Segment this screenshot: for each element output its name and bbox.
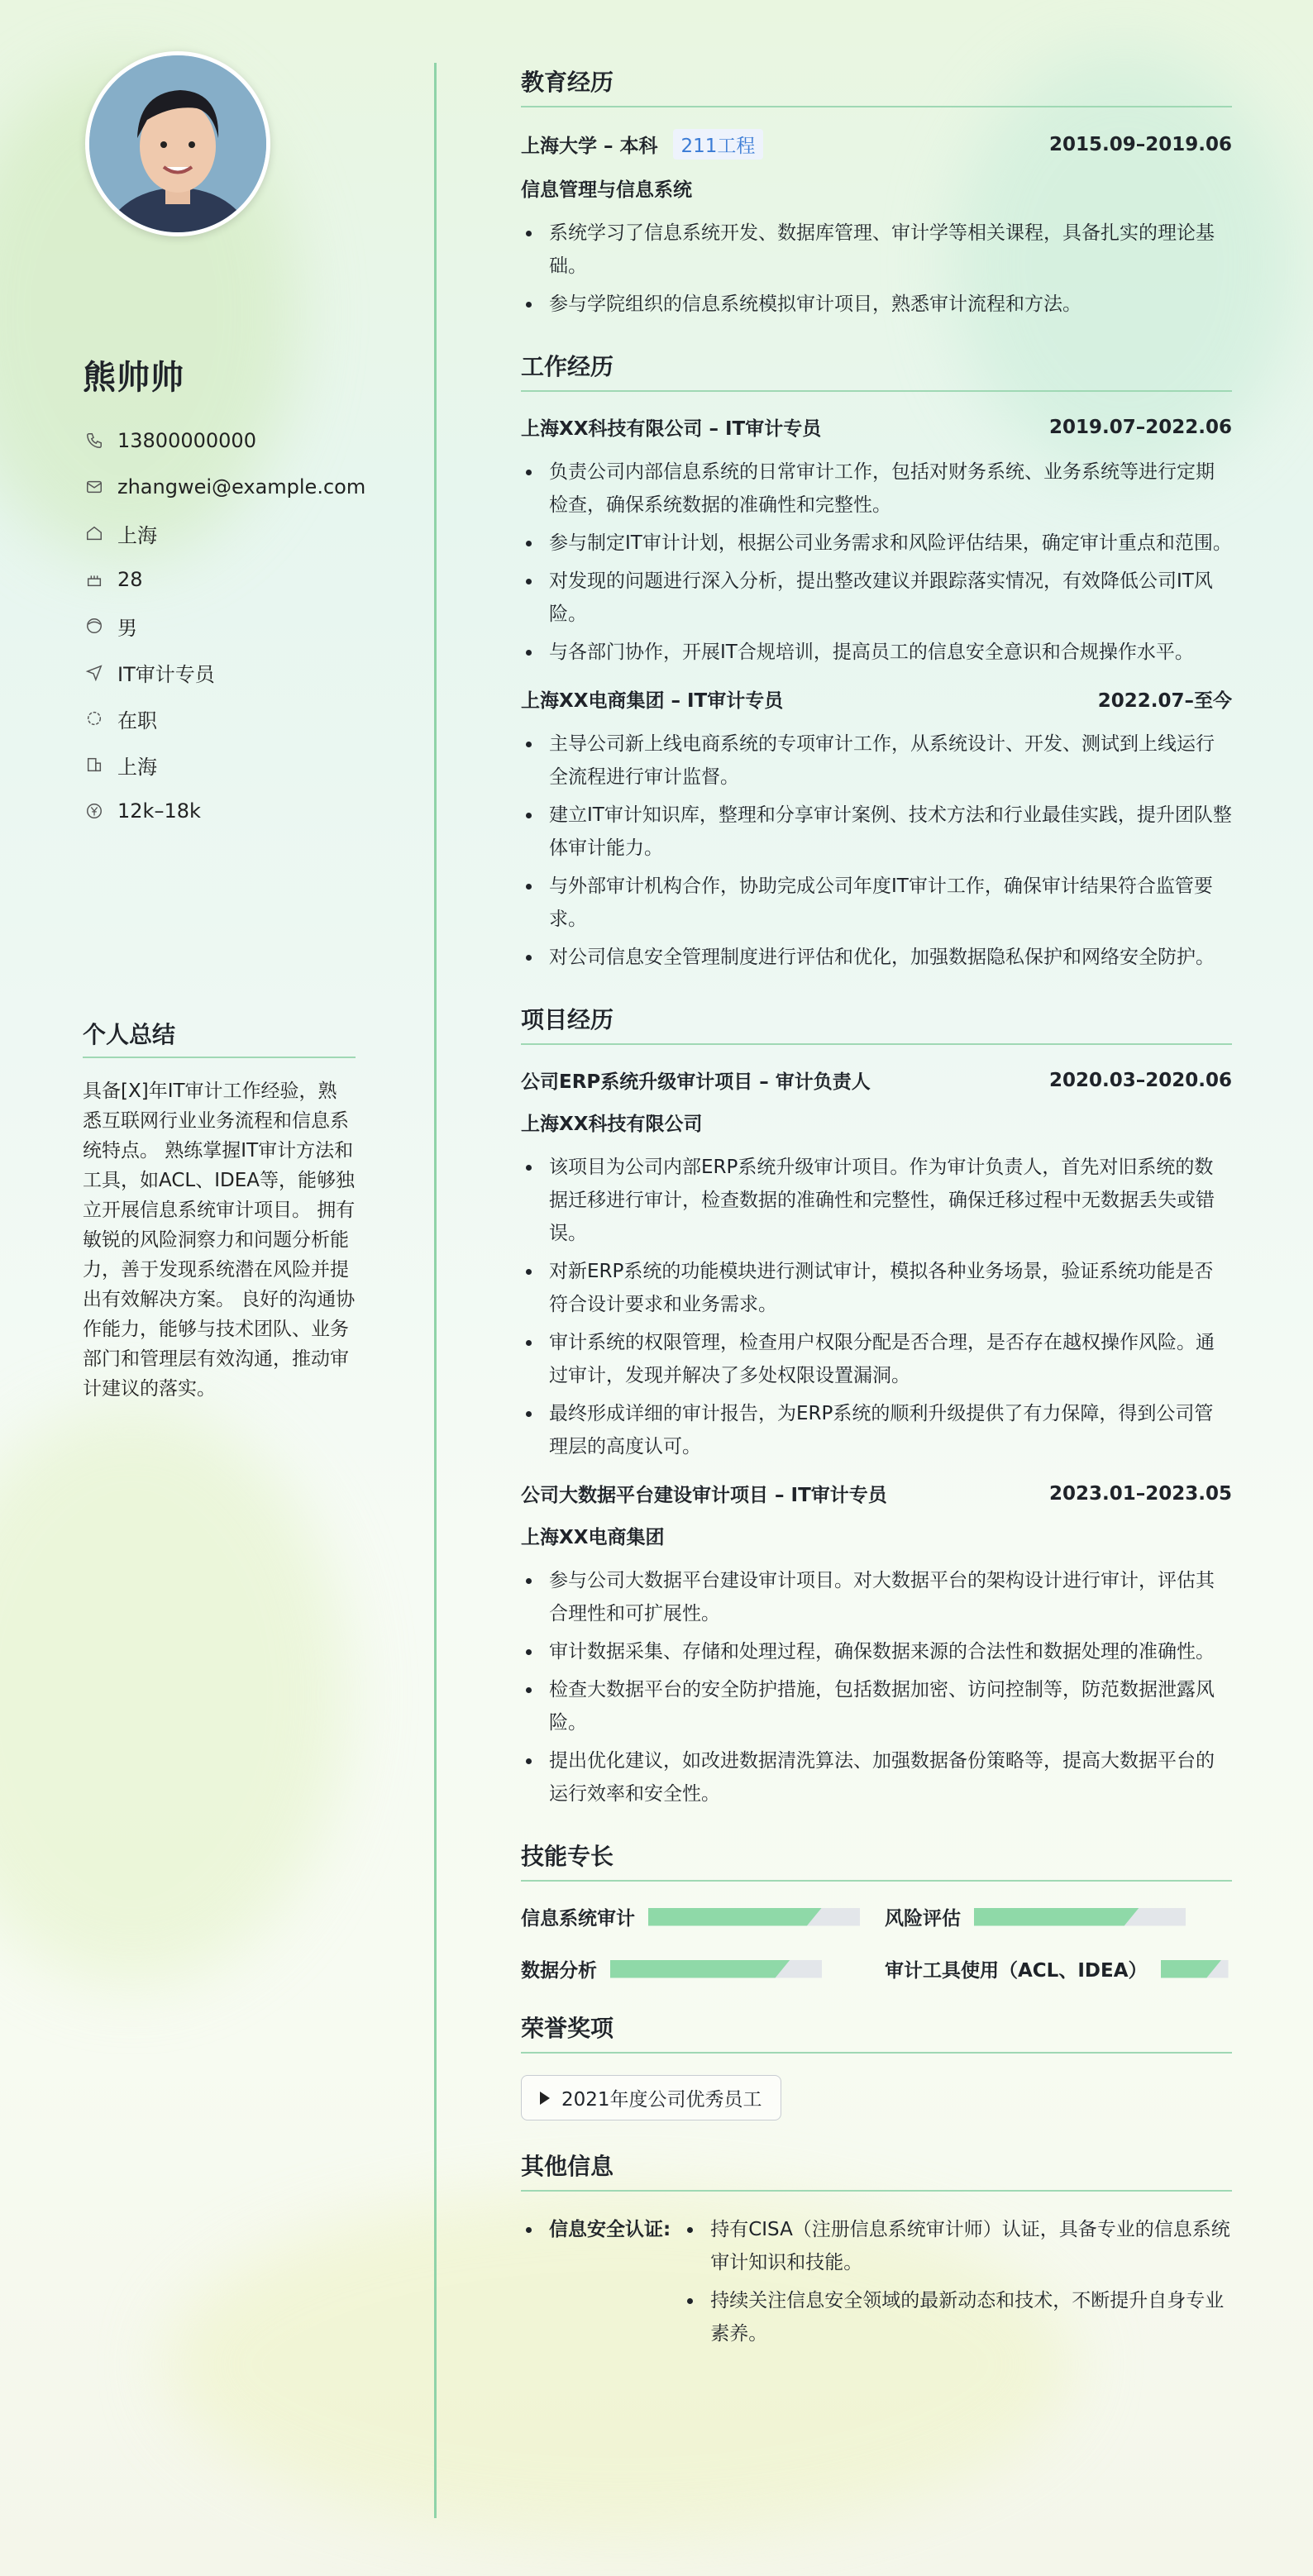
location-text: 上海 <box>117 523 157 547</box>
summary-text: 具备[X]年IT审计工作经验，熟悉互联网行业业务流程和信息系统特点。 熟练掌握IT审计方法和工具，如ACL、IDEA等，能够独立开展信息系统审计项目。 拥有敏锐的风险洞察力和问题分析能力，善于发现系统潜在风险并提出有效解决方案。 良好的沟通协作能力，能够与技术团队、业务部门和管理层有效沟通，推动审计建议的落实。 <box>83 1080 356 1400</box>
awards-section <box>521 2011 1232 2120</box>
building-icon <box>83 753 106 776</box>
school-name: 上海大学 – 本科 <box>521 136 658 157</box>
list-item: 检查大数据平台的安全防护措施，包括数据加密、访问控制等，防范数据泄露风险。 <box>521 1673 1232 1739</box>
skill-bar-fill <box>974 1908 1139 1926</box>
other-label: 信息安全认证: <box>521 2213 671 2246</box>
skill-name: 风险评估 <box>885 1908 961 1930</box>
list-item: 持续关注信息安全领域的最新动态和技术，不断提升自身专业素养。 <box>682 2284 1232 2350</box>
skill-item <box>521 1903 885 1930</box>
summary-title: 个人总结 <box>83 1017 356 1058</box>
project-title: 公司大数据平台建设审计项目 – IT审计专员 <box>521 1485 887 1506</box>
phone-icon <box>83 429 106 452</box>
list-item: 主导公司新上线电商系统的专项审计工作，从系统设计、开发、测试到上线运行全流程进行审计监督。 <box>521 727 1232 794</box>
project-head <box>521 1480 1232 1507</box>
send-icon <box>83 661 106 684</box>
job-list <box>521 727 1232 974</box>
other-title: 其他信息 <box>521 2149 1232 2192</box>
skill-item <box>885 1903 1232 1930</box>
list-item: 参与学院组织的信息系统模拟审计项目，熟悉审计流程和方法。 <box>521 288 1232 321</box>
email-row <box>83 464 365 510</box>
list-item: 负责公司内部信息系统的日常审计工作，包括对财务系统、业务系统等进行定期检查，确保系统数据的准确性和完整性。 <box>521 456 1232 522</box>
major: 信息管理与信息系统 <box>521 179 692 201</box>
list-item: 该项目为公司内部ERP系统升级审计项目。作为审计负责人，首先对旧系统的数据迁移进行审计，检查数据的准确性和完整性，确保迁移过程中无数据丢失或错误。 <box>521 1151 1232 1250</box>
age-row <box>83 556 365 603</box>
avatar-portrait-icon <box>89 55 266 232</box>
projects-title: 项目经历 <box>521 1002 1232 1045</box>
email-text: zhangwei@example.com <box>117 475 366 499</box>
gender-text: 男 <box>117 616 137 640</box>
school-tag: 211工程 <box>673 129 764 160</box>
skill-name: 数据分析 <box>521 1960 597 1982</box>
list-item: 建立IT审计知识库，整理和分享审计案例、技术方法和行业最佳实践，提升团队整体审计能力。 <box>521 799 1232 865</box>
list-item: 与各部门协作，开展IT合规培训，提高员工的信息安全意识和合规操作水平。 <box>521 636 1232 669</box>
project-title: 公司ERP系统升级审计项目 – 审计负责人 <box>521 1071 871 1093</box>
phone-text: 13800000000 <box>117 429 256 452</box>
list-item: 审计系统的权限管理，检查用户权限分配是否合理，是否存在越权操作风险。通过审计，发现并解决了多处权限设置漏洞。 <box>521 1326 1232 1392</box>
job-date: 2019.07–2022.06 <box>1048 416 1232 438</box>
project-list <box>521 1564 1232 1810</box>
skill-bar-fill <box>610 1960 790 1978</box>
target-city-row <box>83 742 365 788</box>
mail-icon <box>83 475 106 499</box>
cake-icon <box>83 568 106 591</box>
status-text: 在职 <box>117 708 157 732</box>
list-item: 对公司信息安全管理制度进行评估和优化，加强数据隐私保护和网络安全防护。 <box>521 941 1232 974</box>
list-item: 与外部审计机构合作，协助完成公司年度IT审计工作，确保审计结果符合监管要求。 <box>521 870 1232 936</box>
skill-bar <box>974 1908 1186 1926</box>
gender-row <box>83 603 365 649</box>
education-title: 教育经历 <box>521 64 1232 107</box>
work-section <box>521 349 1232 974</box>
skill-item <box>885 1955 1232 1982</box>
face-icon <box>83 614 106 637</box>
status-icon <box>83 707 106 730</box>
project-head <box>521 1066 1232 1094</box>
project-date: 2023.01–2023.05 <box>1048 1482 1232 1505</box>
job-head <box>521 685 1232 713</box>
skill-item <box>521 1955 885 1982</box>
left-sidebar <box>0 0 430 2576</box>
job-title: 上海XX电商集团 – IT审计专员 <box>521 690 784 712</box>
target-city-text: 上海 <box>117 755 157 779</box>
project-date: 2020.03–2020.06 <box>1048 1069 1232 1091</box>
location-row <box>83 510 365 556</box>
skill-name: 审计工具使用（ACL、IDEA） <box>885 1960 1148 1982</box>
column-divider <box>434 63 437 2518</box>
list-item: 对新ERP系统的功能模块进行测试审计，模拟各种业务场景，验证系统功能是否符合设计要求和业务需求。 <box>521 1255 1232 1321</box>
job-date: 2022.07–至今 <box>1097 690 1232 712</box>
skills-grid <box>521 1903 1232 1982</box>
skills-section <box>521 1839 1232 1982</box>
projects-section <box>521 1002 1232 1810</box>
list-item: 对发现的问题进行深入分析，提出整改建议并跟踪落实情况，有效降低公司IT风险。 <box>521 565 1232 631</box>
education-list <box>521 217 1232 321</box>
job-head <box>521 413 1232 441</box>
list-item: 持有CISA（注册信息系统审计师）认证，具备专业的信息系统审计知识和技能。 <box>682 2213 1232 2279</box>
skill-bar <box>1161 1960 1229 1978</box>
other-section <box>521 2149 1232 2372</box>
skills-title: 技能专长 <box>521 1839 1232 1882</box>
salary-text: 12k–18k <box>117 799 201 823</box>
award-text: 2021年度公司优秀员工 <box>561 2089 762 2111</box>
education-section <box>521 64 1232 321</box>
contact-info <box>83 417 365 834</box>
list-item: 系统学习了信息系统开发、数据库管理、审计学等相关课程，具备扎实的理论基础。 <box>521 217 1232 283</box>
position-text: IT审计专员 <box>117 662 215 686</box>
yen-icon <box>83 799 106 823</box>
status-row <box>83 695 365 742</box>
salary-row <box>83 788 365 834</box>
list-item: 提出优化建议，如改进数据清洗算法、加强数据备份策略等，提高大数据平台的运行效率和安全性。 <box>521 1744 1232 1810</box>
awards-title: 荣誉奖项 <box>521 2011 1232 2054</box>
play-icon <box>540 2092 550 2105</box>
age-text: 28 <box>117 568 143 591</box>
list-item: 最终形成详细的审计报告，为ERP系统的顺利升级提供了有力保障，得到公司管理层的高度认可。 <box>521 1397 1232 1463</box>
main-content <box>521 64 1232 2400</box>
education-entry-head <box>521 129 1232 160</box>
skill-bar-fill <box>648 1908 822 1926</box>
project-company: 上海XX科技有限公司 <box>521 1114 703 1135</box>
award-chip[interactable] <box>521 2075 781 2120</box>
skill-bar-fill <box>1161 1960 1222 1978</box>
avatar <box>85 51 270 236</box>
phone-row <box>83 417 365 464</box>
job-list <box>521 456 1232 669</box>
job-title: 上海XX科技有限公司 – IT审计专员 <box>521 418 822 440</box>
position-row <box>83 649 365 695</box>
home-icon <box>83 522 106 545</box>
project-list <box>521 1151 1232 1463</box>
list-item: 参与公司大数据平台建设审计项目。对大数据平台的架构设计进行审计，评估其合理性和可扩展性。 <box>521 1564 1232 1630</box>
work-title: 工作经历 <box>521 349 1232 392</box>
skill-bar <box>648 1908 860 1926</box>
education-date: 2015.09–2019.06 <box>1048 133 1232 155</box>
project-company: 上海XX电商集团 <box>521 1527 665 1548</box>
summary-section <box>83 1017 356 1404</box>
other-list <box>682 2213 1232 2355</box>
skill-name: 信息系统审计 <box>521 1908 635 1930</box>
list-item: 审计数据采集、存储和处理过程，确保数据来源的合法性和数据处理的准确性。 <box>521 1635 1232 1668</box>
other-row <box>521 2213 1232 2372</box>
skill-bar <box>610 1960 822 1978</box>
list-item: 参与制定IT审计计划，根据公司业务需求和风险评估结果，确定审计重点和范围。 <box>521 527 1232 560</box>
school-wrap <box>521 129 763 160</box>
candidate-name: 熊帅帅 <box>83 359 184 397</box>
